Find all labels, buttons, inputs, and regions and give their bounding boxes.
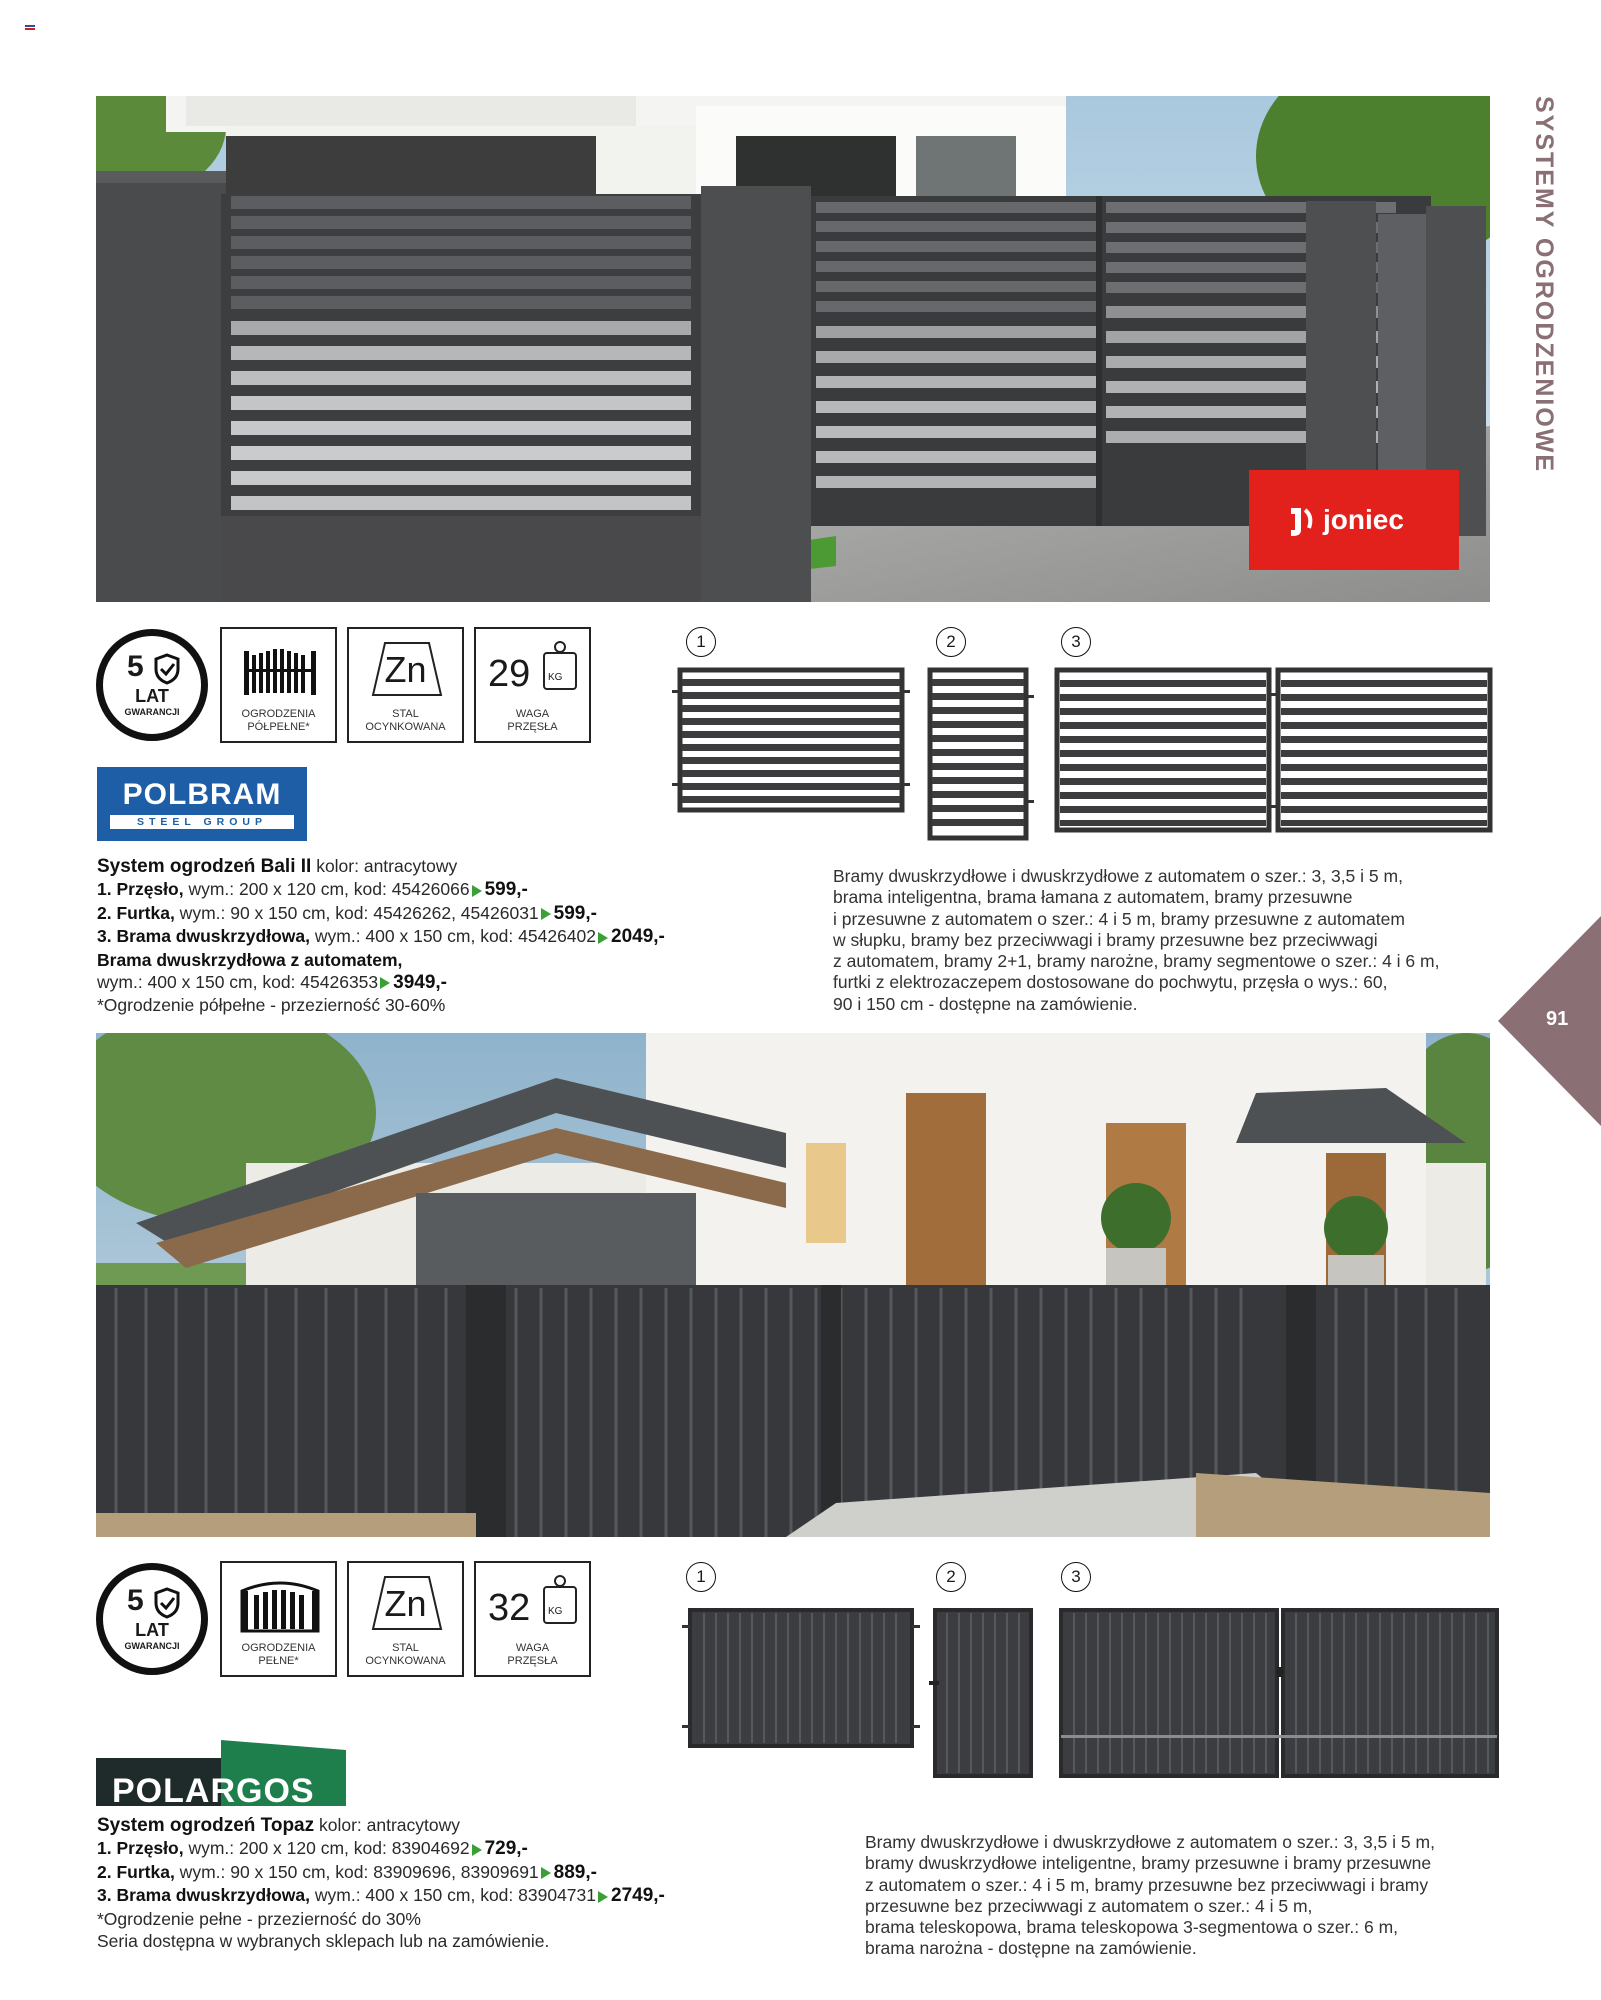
item-number-1: 1 <box>686 627 716 657</box>
bali-item-2-price: 599,- <box>553 902 597 924</box>
bali-desc-line: i przesuwne z automatem o szer.: 4 i 5 m, bramy przesuwne z automatem <box>833 908 1405 929</box>
weight-icon-box <box>474 1561 591 1677</box>
bali-product-title <box>97 855 665 878</box>
zn-caption-1: STAL <box>392 1642 419 1654</box>
bali-desc-line: z automatem, bramy 2+1, bramy narożne, bramy segmentowe o szer.: 4 i 6 m, <box>833 951 1440 972</box>
galvanized-icon-box <box>347 627 464 743</box>
bali-product-block <box>97 855 665 1017</box>
topaz-item-2 <box>97 1861 665 1884</box>
bali-desc-line: furtki z elektrozaczepem dostosowane do pochwytu, przęsła o wys.: 60, <box>833 972 1388 993</box>
price-arrow-icon <box>541 908 551 920</box>
item-number-2: 2 <box>936 1562 966 1592</box>
price-arrow-icon <box>472 885 482 897</box>
fence-type-icon-box <box>220 1561 337 1677</box>
price-arrow-icon <box>598 932 608 944</box>
zn-symbol: Zn <box>384 649 427 690</box>
topaz-desc-line: bramy dwuskrzydłowe inteligentne, bramy przesuwne i bramy przesuwne <box>865 1853 1432 1874</box>
weight-caption-1: WAGA <box>515 708 550 720</box>
bali-extra-label <box>97 949 665 971</box>
topaz-product-block <box>97 1814 665 1952</box>
bali-item-1-label: 1. Przęsło, <box>97 879 184 900</box>
topaz-product-title <box>97 1814 665 1837</box>
shield-check-icon <box>153 1587 181 1619</box>
bali-item-2-label: 2. Furtka, <box>97 902 175 923</box>
topaz-item-3-detail: wym.: 400 x 150 cm, kod: 83904731 <box>310 1885 596 1906</box>
polargos-logo <box>96 1740 346 1810</box>
zn-symbol: Zn <box>384 1583 427 1624</box>
bali-extra-label-text: Brama dwuskrzydłowa z automatem, <box>97 949 403 970</box>
joniec-logo-text: joniec <box>1323 504 1404 535</box>
fence-type-caption-2: PEŁNE* <box>258 1655 299 1667</box>
guarantee-unit: LAT <box>135 686 169 706</box>
bali-panel-drawing <box>672 665 910 815</box>
polbram-logo <box>97 767 307 841</box>
guarantee-years: 5 <box>127 650 144 683</box>
bali-item-3 <box>97 925 665 948</box>
bali-desc-line: Bramy dwuskrzydłowe i dwuskrzydłowe z automatem o szer.: 3, 3,5 i 5 m, <box>833 866 1403 886</box>
bali-wicket-drawing <box>927 665 1037 843</box>
topaz-item-1-detail: wym.: 200 x 120 cm, kod: 83904692 <box>183 1838 470 1859</box>
item-number-3: 3 <box>1061 627 1091 657</box>
price-arrow-icon <box>598 1891 608 1903</box>
topaz-availability-note: Seria dostępna w wybranych sklepach lub na zamówienie. <box>97 1931 550 1952</box>
fence-type-icon-box <box>220 627 337 743</box>
bali-desc-line: w słupku, bramy bez przeciwwagi i bramy przesuwne bez przeciwwagi <box>833 929 1378 950</box>
topaz-item-3-price: 2749,- <box>611 1885 665 1907</box>
topaz-fence-photo <box>96 1033 1490 1537</box>
galvanized-icon-box <box>347 1561 464 1677</box>
bali-double-gate-drawing <box>1052 665 1497 835</box>
topaz-panel-drawing <box>682 1607 920 1749</box>
item-number-1: 1 <box>686 1562 716 1592</box>
page-number: 91 <box>1546 1008 1569 1030</box>
bali-item-2-detail: wym.: 90 x 150 cm, kod: 45426262, 45426031 <box>174 902 539 923</box>
weight-caption-1: WAGA <box>515 1642 550 1654</box>
weight-unit: KG <box>548 672 563 683</box>
topaz-desc-line: Bramy dwuskrzydłowe i dwuskrzydłowe z automatem o szer.: 3, 3,5 i 5 m, <box>865 1832 1435 1852</box>
fence-type-caption-1: OGRODZENIA <box>241 1642 316 1654</box>
weight-caption-2: PRZĘSŁA <box>507 1655 558 1667</box>
topaz-desc-line: brama teleskopowa, brama teleskopowa 3-segmentowa o szer.: 6 m, <box>865 1917 1399 1938</box>
guarantee-years: 5 <box>127 1584 144 1617</box>
topaz-wicket-drawing <box>929 1607 1035 1779</box>
bali-extra-price: 3949,- <box>393 972 448 994</box>
section-side-title <box>1528 96 1558 474</box>
bali-extra-item <box>97 971 665 994</box>
bali-extra-detail: wym.: 400 x 150 cm, kod: 45426353 <box>97 972 379 993</box>
zn-caption-2: OCYNKOWANA <box>365 1655 446 1667</box>
topaz-item-1 <box>97 1837 665 1860</box>
topaz-desc-line: brama narożna - dostępne na zamówienie. <box>865 1938 1197 1959</box>
topaz-item-1-label: 1. Przęsło, <box>97 1838 184 1859</box>
polargos-logo-text: POLARGOS <box>112 1772 315 1810</box>
topaz-note: *Ogrodzenie pełne - przezierność do 30% <box>97 1908 421 1929</box>
bali-product-color: kolor: antracytowy <box>311 856 458 876</box>
bali-product-name: System ogrodzeń Bali II <box>97 856 312 877</box>
bali-item-1 <box>97 878 665 901</box>
zn-caption-2: OCYNKOWANA <box>365 721 446 733</box>
topaz-item-3-label: 3. Brama dwuskrzydłowa, <box>97 1885 310 1906</box>
weight-icon-box <box>474 627 591 743</box>
bali-desc-line: brama inteligentna, brama łamana z automatem, bramy przesuwne <box>833 887 1353 908</box>
polbram-logo-name: POLBRAM <box>122 778 282 811</box>
weight-icon <box>542 639 578 691</box>
price-arrow-icon <box>541 1867 551 1879</box>
panel-weight-value: 32 <box>488 1587 531 1629</box>
picket-fence-icon <box>242 645 318 697</box>
topaz-desc-line: przesuwne bez przeciwwagi z automatem o szer.: 4 i 5 m, <box>865 1895 1313 1916</box>
topaz-double-gate-drawing <box>1058 1607 1500 1779</box>
topaz-item-3 <box>97 1884 665 1907</box>
topaz-item-2-detail: wym.: 90 x 150 cm, kod: 83909696, 83909691 <box>174 1861 539 1882</box>
guarantee-unit: LAT <box>135 1620 169 1640</box>
bali-item-3-price: 2049,- <box>611 926 665 948</box>
topaz-desc-line: z automatem o szer.: 4 i 5 m, bramy przesuwne bez przeciwwagi i bramy <box>865 1874 1429 1895</box>
panel-weight-value: 29 <box>488 653 531 695</box>
guarantee-label: GWARANCJI <box>124 1641 180 1651</box>
topaz-item-1-price: 729,- <box>484 1838 528 1860</box>
topaz-item-2-label: 2. Furtka, <box>97 1861 175 1882</box>
topaz-product-name: System ogrodzeń Topaz <box>97 1815 315 1836</box>
price-arrow-icon <box>380 977 390 989</box>
bali-fence-photo <box>96 96 1490 602</box>
weight-icon <box>542 1573 578 1625</box>
weight-caption-2: PRZĘSŁA <box>507 721 558 733</box>
shield-check-icon <box>153 653 181 685</box>
price-arrow-icon <box>472 1844 482 1856</box>
zn-caption-1: STAL <box>392 708 419 720</box>
bali-item-2 <box>97 902 665 925</box>
topaz-product-color: kolor: antracytowy <box>314 1815 461 1835</box>
side-title-text: SYSTEMY OGRODZENIOWE <box>1530 96 1558 474</box>
weight-unit: KG <box>548 1606 563 1617</box>
bali-availability-description <box>833 866 1439 1015</box>
bali-item-3-detail: wym.: 400 x 150 cm, kod: 45426402 <box>310 926 596 947</box>
page-marker <box>25 25 35 33</box>
bali-item-1-price: 599,- <box>484 879 528 901</box>
polbram-logo-sub: STEEL GROUP <box>110 815 294 829</box>
bali-note: *Ogrodzenie półpełne - przezierność 30-60% <box>97 995 446 1016</box>
guarantee-badge <box>96 1563 208 1675</box>
topaz-item-2-price: 889,- <box>553 1861 597 1883</box>
item-number-2: 2 <box>936 627 966 657</box>
item-number-3: 3 <box>1061 1562 1091 1592</box>
bali-desc-line: 90 i 150 cm - dostępne na zamówienie. <box>833 993 1138 1014</box>
fence-type-caption-1: OGRODZENIA <box>241 708 316 720</box>
joniec-logo <box>1249 470 1459 570</box>
page-number-tab <box>1498 916 1601 1126</box>
guarantee-label: GWARANCJI <box>124 707 180 717</box>
fence-type-caption-2: PÓŁPEŁNE* <box>247 721 310 733</box>
solid-fence-icon <box>240 1577 320 1633</box>
guarantee-badge <box>96 629 208 741</box>
bali-item-1-detail: wym.: 200 x 120 cm, kod: 45426066 <box>183 879 470 900</box>
topaz-availability-description <box>865 1832 1435 1960</box>
bali-item-3-label: 3. Brama dwuskrzydłowa, <box>97 926 310 947</box>
joniec-logo-icon <box>1283 504 1317 538</box>
